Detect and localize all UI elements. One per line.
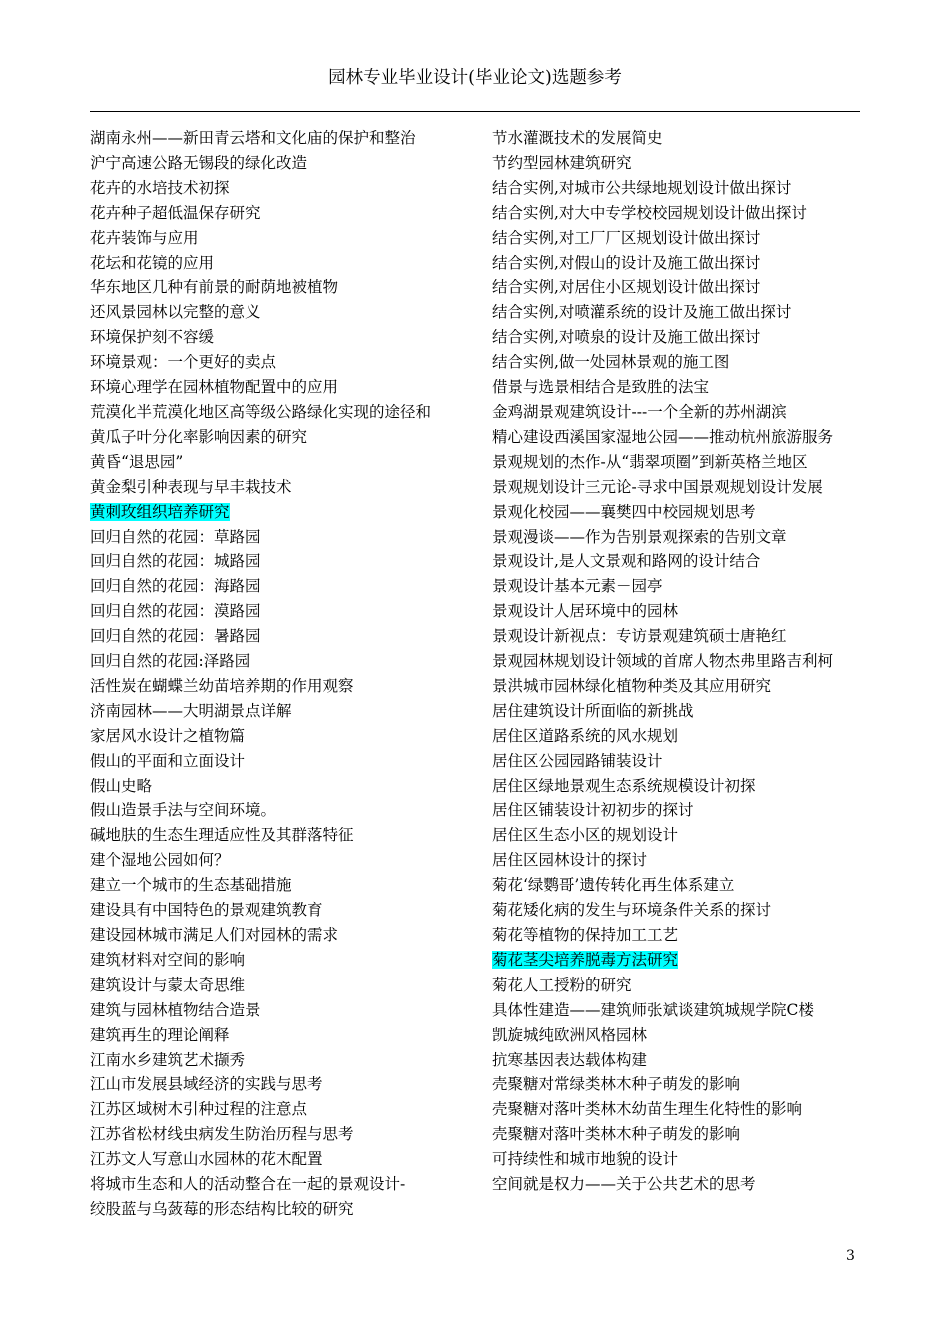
topic-item: 沪宁高速公路无锡段的绿化改造 (90, 153, 308, 172)
topic-item: 建筑材料对空间的影响 (90, 950, 246, 969)
topic-item: 菊花等植物的保持加工工艺 (492, 926, 679, 944)
topic-item: 结合实例,做一处园林景观的施工图 (492, 353, 730, 372)
topic-item: 建筑与园林植物结合造景 (90, 1000, 261, 1019)
topic-item: 精心建设西溪国家湿地公园——推动杭州旅游服务 (492, 427, 834, 446)
topic-item: 凯旋城纯欧洲风格园林 (492, 1025, 648, 1044)
right-topic-column (492, 126, 862, 1197)
topic-item-highlighted (90, 500, 462, 525)
topic-item: 居住区公园园路铺装设计 (492, 751, 663, 770)
topic-item: 景观规划设计三元论-寻求中国景观规划设计发展 (492, 477, 823, 496)
topic-item: 居住区生态小区的规划设计 (492, 826, 679, 845)
topic-item: 假山史略 (90, 776, 153, 795)
topic-item: 壳聚糖对落叶类林木种子萌发的影响 (492, 1125, 741, 1144)
topic-item: 景观漫谈——作为告别景观探索的告别文章 (492, 527, 787, 546)
topic-item: 结合实例,对居住小区规划设计做出探讨 (492, 278, 761, 297)
topic-item: 景观设计基本元素－园亭 (492, 577, 663, 596)
topic-item: 环境保护刻不容缓 (90, 328, 215, 347)
topic-item: 具体性建造——建筑师张斌谈建筑城规学院C楼 (492, 1000, 814, 1019)
topic-item: 回归自然的花园:泽路园 (90, 652, 251, 671)
topic-item: 江苏省松材线虫病发生防治历程与思考 (90, 1125, 354, 1144)
topic-item: 假山造景手法与空间环境。 (90, 801, 277, 820)
topic-item: 建设园林城市满足人们对园林的需求 (90, 926, 339, 944)
topic-item: 花坛和花镜的应用 (90, 253, 215, 272)
topic-item: 江南水乡建筑艺术撷秀 (90, 1050, 246, 1069)
topic-item: 可持续性和城市地貌的设计 (492, 1150, 679, 1169)
topic-item: 建个湿地公园如何？ (90, 851, 230, 870)
topic-item: 节水灌溉技术的发展简史 (492, 129, 663, 147)
topic-item: 江苏文人写意山水园林的花木配置 (90, 1150, 323, 1169)
topic-item: 结合实例,对喷灌系统的设计及施工做出探讨 (492, 303, 792, 322)
topic-item: 壳聚糖对常绿类林木种子萌发的影响 (492, 1075, 741, 1094)
topic-item: 居住区道路系统的风水规划 (492, 726, 679, 745)
topic-item: 建筑设计与蒙太奇思维 (90, 975, 246, 994)
topic-item: 回归自然的花园：草路园 (90, 527, 261, 546)
topic-item: 景观设计,是人文景观和路网的设计结合 (492, 552, 761, 571)
topic-item: 抗寒基因表达载体构建 (492, 1050, 648, 1069)
topic-item: 江苏区域树木引种过程的注意点 (90, 1100, 308, 1119)
topic-item: 景观设计人居环境中的园林 (492, 602, 679, 621)
topic-item: 结合实例,对假山的设计及施工做出探讨 (492, 253, 761, 272)
topic-item: 居住区园林设计的探讨 (492, 851, 648, 870)
topic-item: 景洪城市园林绿化植物种类及其应用研究 (492, 676, 772, 695)
topic-item: 回归自然的花园：漠路园 (90, 602, 261, 621)
topic-item: 壳聚糖对落叶类林木幼苗生理生化特性的影响 (492, 1100, 803, 1119)
highlight-mark: 菊花茎尖培养脱毒方法研究 (492, 950, 679, 969)
topic-item: 绞股蓝与乌蔹莓的形态结构比较的研究 (90, 1199, 354, 1218)
topic-item: 活性炭在蝴蝶兰幼苗培养期的作用观察 (90, 676, 354, 695)
topic-item: 建立一个城市的生态基础措施 (90, 876, 292, 895)
topic-item: 节约型园林建筑研究 (492, 153, 632, 172)
topic-item: 菊花人工授粉的研究 (492, 975, 632, 994)
topic-item: 黄昏“退思园” (90, 452, 184, 471)
topic-item: 华东地区几种有前景的耐荫地被植物 (90, 278, 339, 297)
topic-item: 建筑再生的理论阐释 (90, 1025, 230, 1044)
topic-item: 荒漠化半荒漠化地区高等级公路绿化实现的途径和 (90, 402, 432, 421)
topic-item: 花卉的水培技术初探 (90, 178, 230, 197)
topic-item: 景观化校园——襄樊四中校园规划思考 (492, 502, 756, 521)
topic-item: 花卉装饰与应用 (90, 228, 199, 247)
topic-item: 结合实例,对城市公共绿地规划设计做出探讨 (492, 178, 792, 197)
topic-item: 花卉种子超低温保存研究 (90, 203, 261, 222)
topic-item: 居住区绿地景观生态系统规模设计初探 (492, 776, 756, 795)
topic-item: 结合实例,对大中专学校校园规划设计做出探讨 (492, 203, 807, 222)
topic-item: 回归自然的花园：海路园 (90, 577, 261, 596)
topic-item: 家居风水设计之植物篇 (90, 726, 246, 745)
topic-item: 景观园林规划设计领域的首席人物杰弗里路吉利柯 (492, 652, 834, 671)
topic-item: 济南园林——大明湖景点详解 (90, 701, 292, 720)
topic-item: 金鸡湖景观建筑设计---一个全新的苏州湖滨 (492, 402, 787, 421)
topic-item: 碱地肤的生态生理适应性及其群落特征 (90, 826, 354, 845)
highlight-mark: 黄刺玫组织培养研究 (90, 502, 230, 521)
topic-item: 景观设计新视点：专访景观建筑硕士唐艳红 (492, 627, 787, 646)
topic-item: 回归自然的花园：暑路园 (90, 627, 261, 646)
topic-item: 空间就是权力——关于公共艺术的思考 (492, 1175, 756, 1194)
topic-item: 环境景观：一个更好的卖点 (90, 353, 277, 372)
topic-item: 居住区铺装设计初初步的探讨 (492, 801, 694, 820)
topic-item: 菊花‘绿鹦哥’遗传转化再生体系建立 (492, 876, 735, 895)
topic-item: 结合实例,对工厂厂区规划设计做出探讨 (492, 228, 761, 247)
page-header-title: 园林专业毕业设计(毕业论文)选题参考 (328, 68, 622, 88)
topic-item: 菊花矮化病的发生与环境条件关系的探讨 (492, 901, 772, 920)
topic-item-highlighted (492, 948, 862, 973)
topic-item: 将城市生态和人的活动整合在一起的景观设计- (90, 1175, 406, 1194)
topic-item: 假山的平面和立面设计 (90, 751, 246, 770)
topic-item: 环境心理学在园林植物配置中的应用 (90, 378, 339, 397)
page-number: 3 (846, 1248, 855, 1264)
left-topic-column (90, 126, 462, 1222)
header-rule (90, 111, 860, 112)
topic-item: 江山市发展县域经济的实践与思考 (90, 1075, 323, 1094)
topic-item: 居住建筑设计所面临的新挑战 (492, 701, 694, 720)
topic-item: 借景与选景相结合是致胜的法宝 (492, 378, 710, 397)
topic-item: 结合实例,对喷泉的设计及施工做出探讨 (492, 328, 761, 347)
topic-item: 景观规划的杰作-从“翡翠项圈”到新英格兰地区 (492, 452, 808, 471)
topic-item: 湖南永州——新田青云塔和文化庙的保护和整治 (90, 129, 416, 147)
topic-item: 建设具有中国特色的景观建筑教育 (90, 901, 323, 920)
topic-item: 黄金梨引种表现与早丰栽技术 (90, 477, 292, 496)
topic-item: 回归自然的花园：城路园 (90, 552, 261, 571)
topic-item: 还风景园林以完整的意义 (90, 303, 261, 322)
topic-item: 黄瓜子叶分化率影响因素的研究 (90, 427, 308, 446)
